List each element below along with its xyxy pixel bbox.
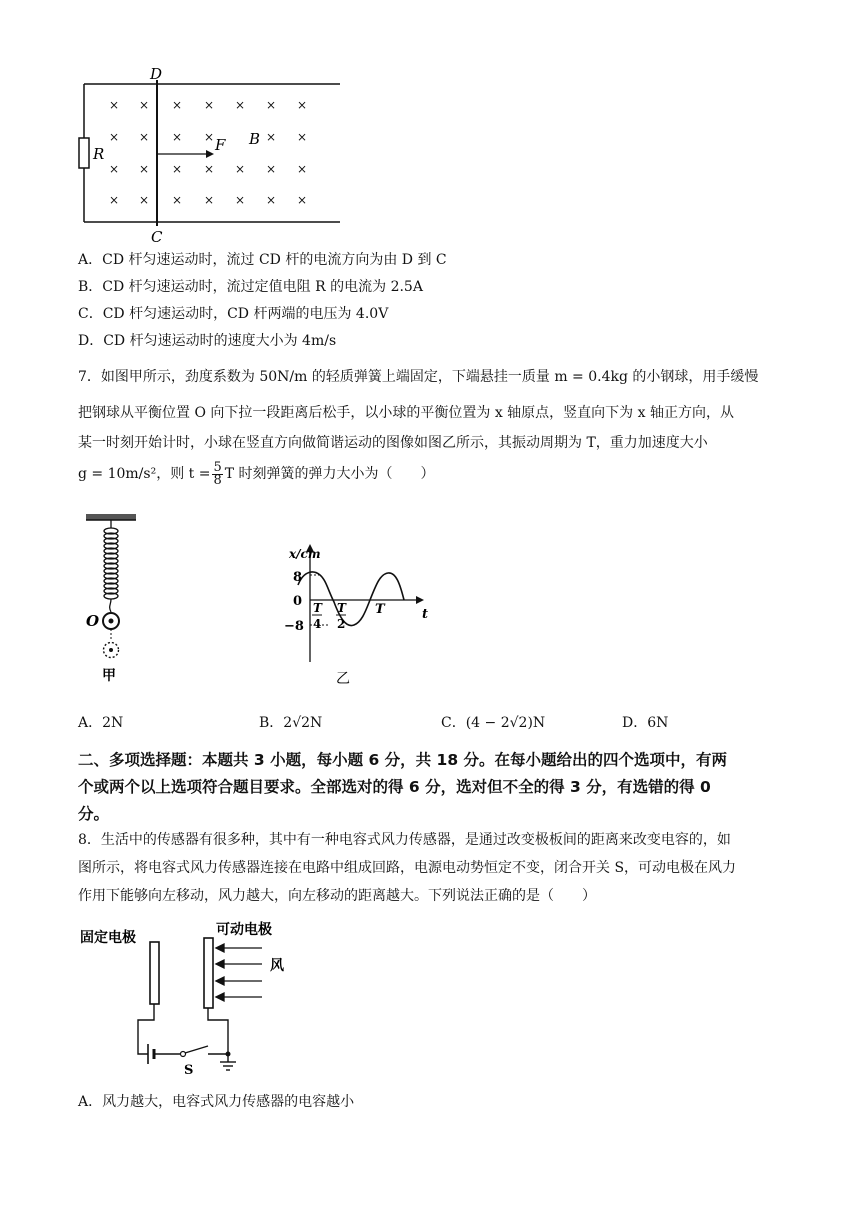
graph-tick-t4-num: T (313, 601, 322, 615)
fixed-electrode-plate (150, 942, 159, 1004)
graph-tick-t2-den: 2 (337, 617, 346, 631)
q7-stem-line1: 7．如图甲所示，劲度系数为 50N/m 的轻质弹簧上端固定，下端悬挂一质量 m = 0.4kg 的小钢球，用手缓慢 (78, 369, 759, 385)
svg-text:×: × (203, 193, 215, 207)
section2-heading-line1: 二、多项选择题：本题共 3 小题，每小题 6 分，共 18 分。在每小题给出的四个选项中，有两 (78, 751, 728, 769)
svg-text:×: × (265, 98, 277, 112)
svg-text:×: × (203, 130, 215, 144)
label-fixed-electrode: 固定电极 (80, 930, 136, 946)
svg-text:×: × (171, 98, 183, 112)
label-yi: 乙 (336, 671, 350, 687)
q7-stem-line3: 某一时刻开始计时，小球在竖直方向做简谐运动的图像如图乙所示，其振动周期为 T，重力加速度大小 (78, 435, 708, 451)
q7-option-a[interactable]: A．2N (78, 715, 124, 731)
spring-coil (104, 528, 118, 599)
graph-ylabel: x/cm (289, 547, 321, 561)
graph-tick-t4-den: 4 (313, 617, 322, 631)
svg-text:×: × (171, 130, 183, 144)
svg-text:×: × (108, 98, 120, 112)
q7-stem-line4 (78, 458, 435, 490)
label-movable-electrode: 可动电极 (216, 922, 272, 938)
wind-sensor-figure (76, 912, 316, 1082)
q8-stem-line3: 作用下能够向左移动，风力越大，向左移动的距离越大。下列说法正确的是（ ） (78, 888, 596, 904)
svg-text:×: × (234, 193, 246, 207)
label-F: F (215, 136, 226, 154)
svg-text:×: × (108, 193, 120, 207)
svg-text:×: × (265, 162, 277, 176)
svg-text:×: × (138, 162, 150, 176)
label-wind: 风 (270, 958, 284, 974)
q7-option-d[interactable]: D．6N (622, 715, 669, 731)
q7-time-fraction: $\frac{5}{8}$ (213, 459, 222, 488)
label-B: B (249, 130, 261, 148)
q6-option-b[interactable]: B．CD 杆匀速运动时，流过定值电阻 R 的电流为 2.5A (78, 279, 423, 295)
movable-electrode-plate (204, 938, 213, 1008)
label-O: O (86, 612, 100, 630)
ground-symbol (220, 1062, 236, 1070)
q6-option-c[interactable]: C．CD 杆匀速运动时，CD 杆两端的电压为 4.0V (78, 306, 389, 322)
label-switch-s: S (184, 1063, 194, 1078)
graph-y-pos: 8 (293, 570, 303, 585)
spring-figure-jia (80, 510, 150, 685)
svg-text:×: × (138, 193, 150, 207)
label-D: D (150, 66, 163, 83)
rail-circuit-figure (70, 66, 350, 246)
graph-t-label: t (422, 607, 429, 622)
graph-y-zero: 0 (293, 594, 303, 609)
svg-text:×: × (108, 162, 120, 176)
svg-text:×: × (203, 98, 215, 112)
svg-text:×: × (265, 193, 277, 207)
svg-text:×: × (234, 98, 246, 112)
graph-tick-t: T (375, 602, 385, 617)
q7-stem-line2: 把钢球从平衡位置 O 向下拉一段距离后松手，以小球的平衡位置为 x 轴原点，竖直向下为 x 轴正方向，从 (78, 405, 734, 421)
q7-option-b[interactable]: B．2√2N (259, 715, 323, 731)
svg-text:×: × (265, 130, 277, 144)
switch-s (181, 1052, 186, 1057)
oscillation-graph-yi (280, 540, 440, 690)
q8-stem-line2: 图所示，将电容式风力传感器连接在电路中组成回路，电源电动势恒定不变，闭合开关 S，可动电极在风力 (78, 860, 737, 876)
q8-option-a[interactable]: A．风力越大，电容式风力传感器的电容越小 (78, 1094, 355, 1110)
q6-option-d[interactable]: D．CD 杆匀速运动时的速度大小为 4m/s (78, 333, 337, 349)
svg-text:×: × (296, 193, 308, 207)
svg-text:×: × (138, 130, 150, 144)
q6-option-a[interactable]: A．CD 杆匀速运动时，流过 CD 杆的电流方向为由 D 到 C (78, 252, 447, 268)
q7-stem-question: T 时刻弹簧的弹力大小为（ ） (224, 466, 435, 482)
q7-option-c[interactable]: C．(4 − 2√2)N (441, 715, 546, 731)
svg-text:×: × (203, 162, 215, 176)
graph-tick-t2-num: T (337, 601, 346, 615)
label-C: C (151, 228, 163, 246)
section2-heading-line3: 分。 (78, 805, 110, 823)
svg-text:×: × (138, 98, 150, 112)
section2-heading-line2: 个或两个以上选项符合题目要求。全部选对的得 6 分，选对但不全的得 3 分，有选错的得 0 (78, 778, 711, 796)
q8-stem-line1: 8．生活中的传感器有很多种，其中有一种电容式风力传感器，是通过改变极板间的距离来改变电容的，如 (78, 832, 731, 848)
svg-text:×: × (171, 162, 183, 176)
svg-text:×: × (234, 162, 246, 176)
label-R: R (93, 145, 105, 163)
resistor-R (79, 138, 89, 168)
svg-text:×: × (171, 193, 183, 207)
svg-text:×: × (296, 162, 308, 176)
wind-arrows (216, 944, 262, 1001)
svg-text:×: × (296, 130, 308, 144)
q7-stem-gravity: g = 10m/s²，则 t = (78, 466, 211, 482)
graph-y-neg: −8 (284, 619, 304, 634)
svg-text:×: × (108, 130, 120, 144)
svg-text:×: × (296, 98, 308, 112)
label-jia: 甲 (102, 668, 116, 684)
